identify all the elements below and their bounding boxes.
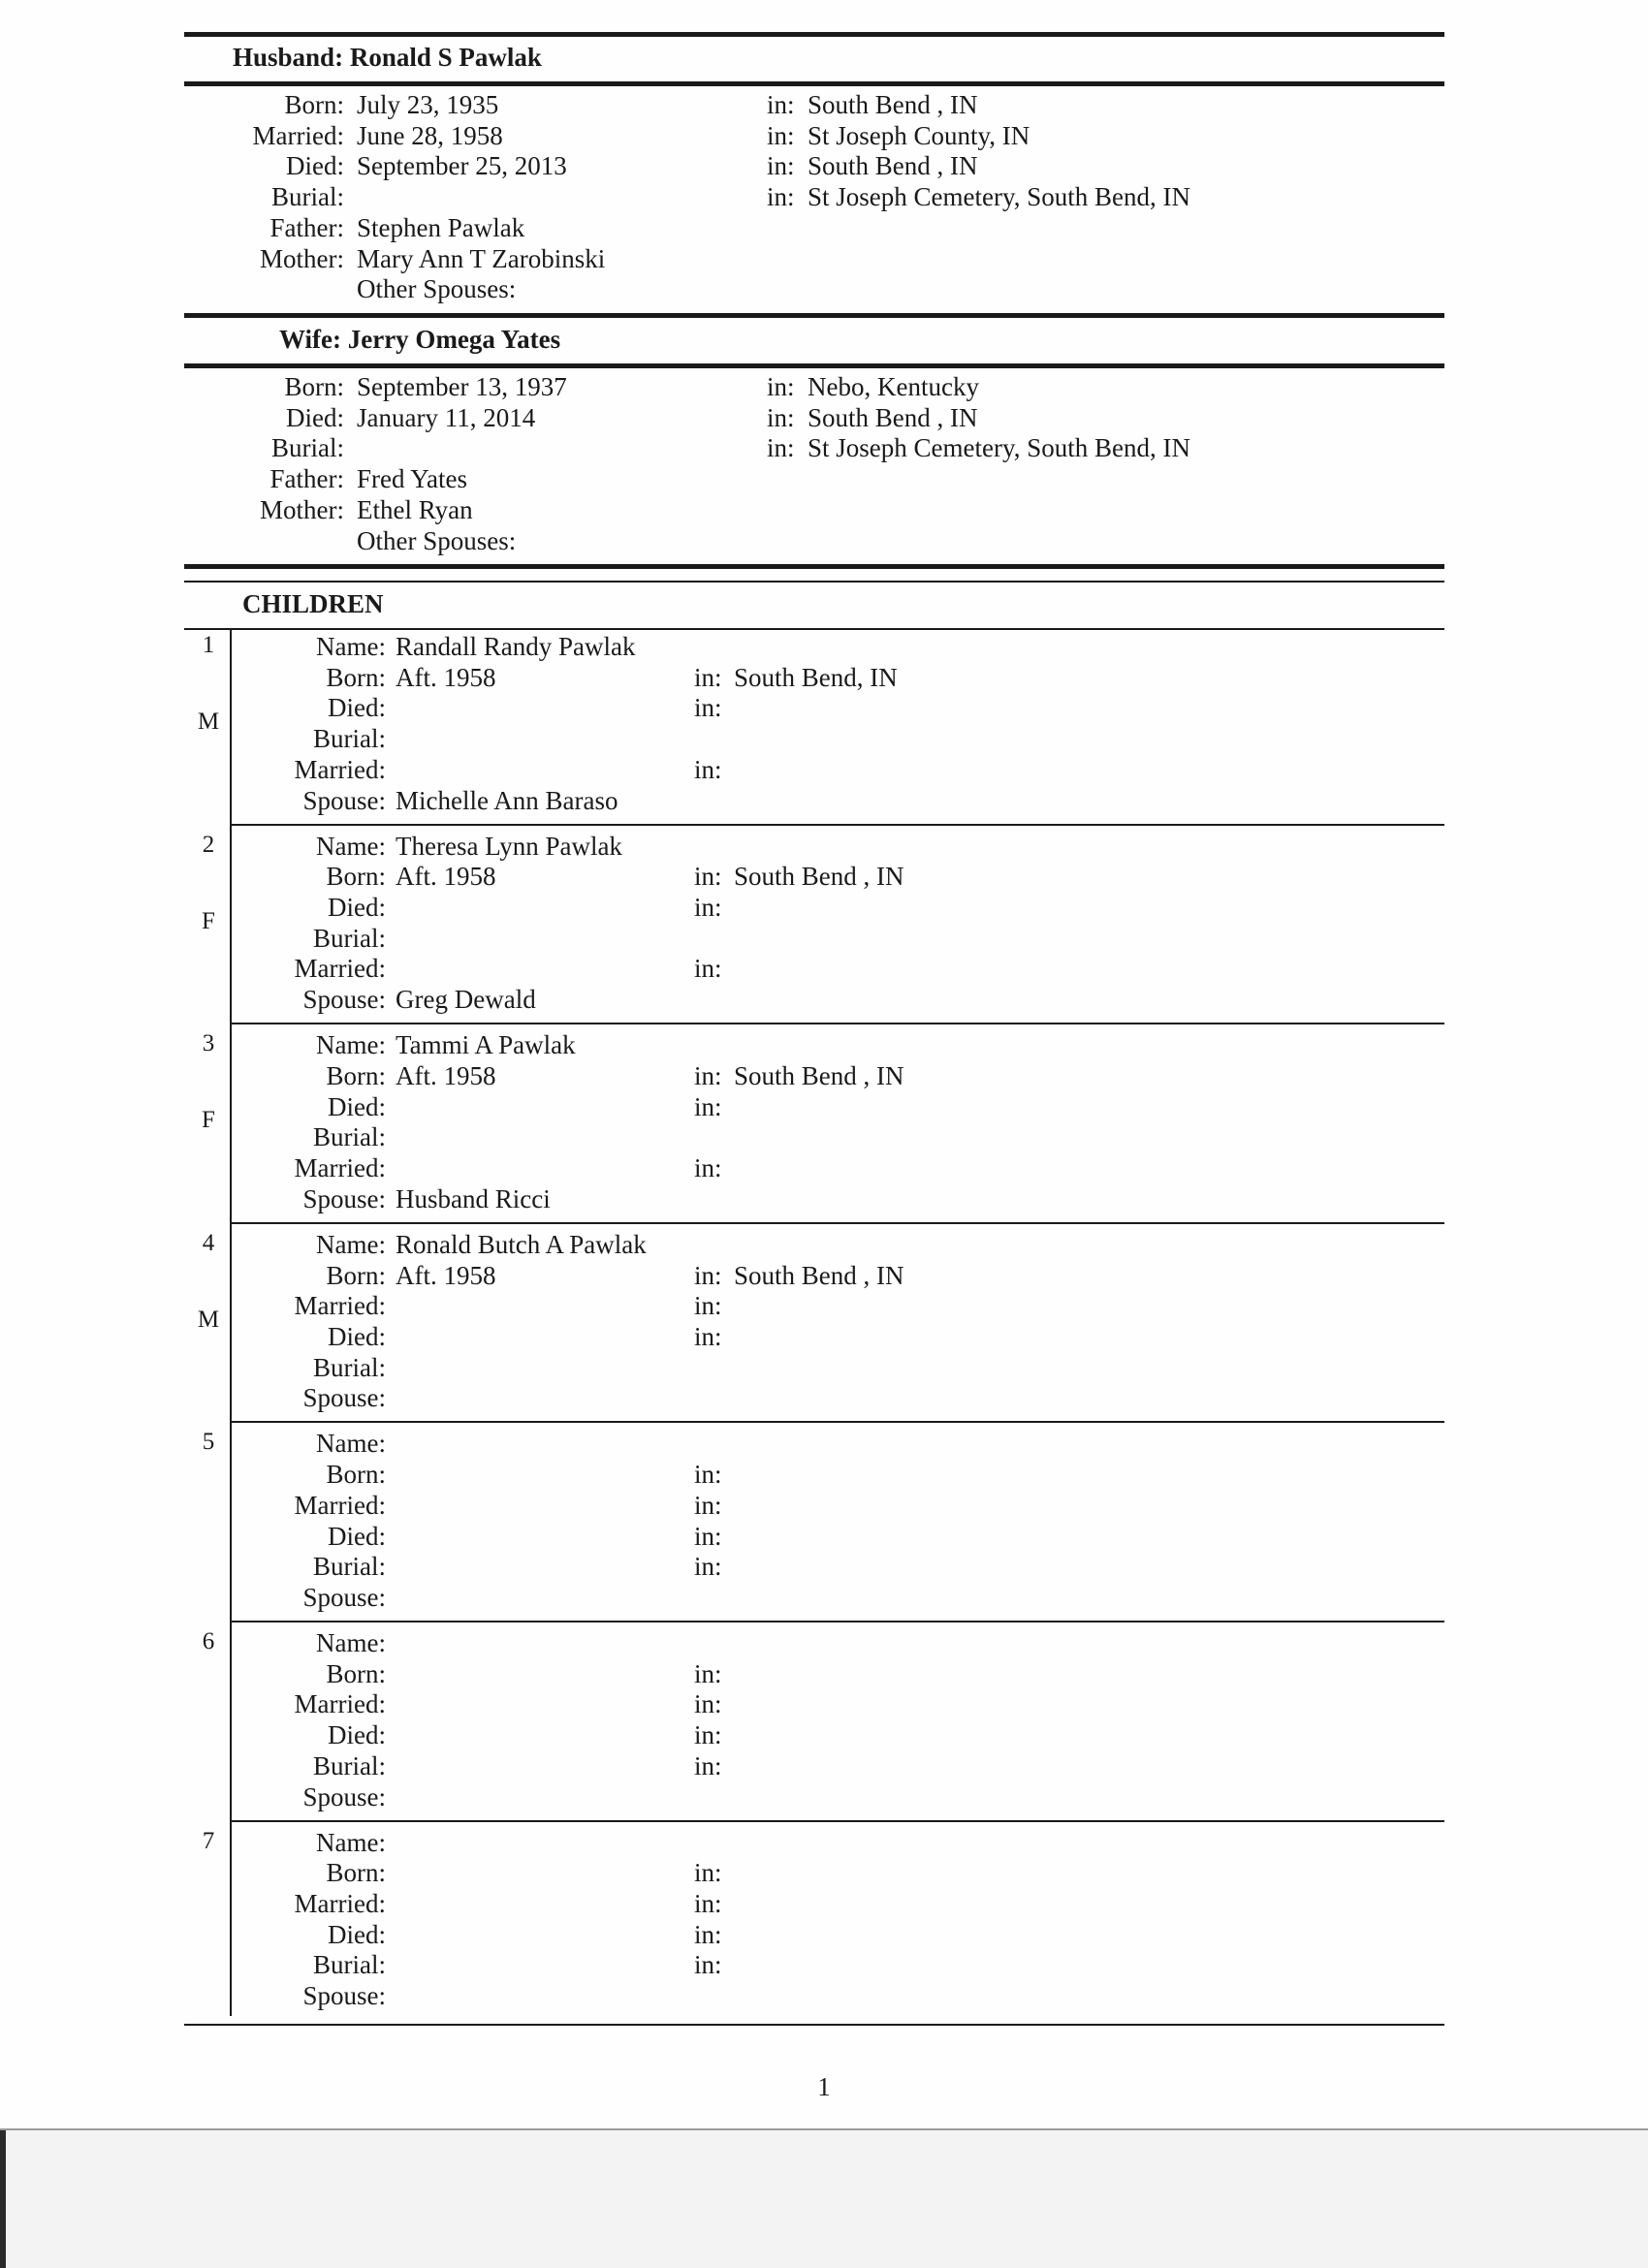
child-row-label: Died: xyxy=(328,1720,386,1750)
child-row-label: Spouse: xyxy=(302,1582,386,1612)
child-row-in-label: in: xyxy=(694,1858,722,1888)
child-separator-rule xyxy=(230,1421,1444,1423)
child-row-label: Married: xyxy=(294,954,386,984)
children-header-rule xyxy=(184,628,1444,630)
husband-row-label: Married: xyxy=(252,120,344,150)
wife-header xyxy=(279,325,560,355)
wife-row-in-label: in: xyxy=(767,372,795,401)
child-separator-rule xyxy=(230,824,1444,826)
child-number: 4 xyxy=(202,1229,215,1256)
scanner-edge-shadow xyxy=(0,2130,6,2268)
child-row-label: Married: xyxy=(294,754,386,784)
child-row-label: Burial: xyxy=(313,724,386,754)
child-row-value: Greg Dewald xyxy=(396,985,536,1015)
child-row-place: South Bend, IN xyxy=(734,662,898,692)
child-row-in-label: in: xyxy=(694,1260,722,1290)
child-row-label: Name: xyxy=(316,1628,386,1657)
child-row-label: Burial: xyxy=(313,1750,386,1780)
child-number: 2 xyxy=(202,831,215,858)
child-row-label: Burial: xyxy=(313,1552,386,1582)
top-rule xyxy=(184,32,1444,37)
wife-row-place: South Bend , IN xyxy=(808,402,978,432)
child-row-label: Married: xyxy=(294,1490,386,1520)
husband-row-value: July 23, 1935 xyxy=(357,90,499,119)
child-row-label: Died: xyxy=(328,1091,386,1121)
child-row-label: Born: xyxy=(326,1858,386,1888)
wife-top-rule xyxy=(184,313,1444,318)
child-row-label: Married: xyxy=(294,1291,386,1321)
husband-row-in-label: in: xyxy=(767,182,795,212)
husband-header xyxy=(233,43,542,73)
wife-header-label: Wife: xyxy=(279,325,341,354)
husband-row-value: Mary Ann T Zarobinski xyxy=(357,243,606,273)
child-row-label: Born: xyxy=(326,1260,386,1290)
child-row-in-label: in: xyxy=(694,1658,722,1688)
child-row-label: Died: xyxy=(328,1321,386,1351)
wife-row-label: Father: xyxy=(269,464,344,494)
husband-row-place: South Bend , IN xyxy=(808,90,978,119)
scanner-bed-edge xyxy=(0,2128,1648,2268)
husband-header-rule xyxy=(184,81,1444,86)
child-sex: M xyxy=(197,709,220,735)
husband-row-value: September 25, 2013 xyxy=(357,151,567,181)
children-top-rule-thin xyxy=(184,581,1444,583)
child-row-label: Burial: xyxy=(313,1950,386,1980)
husband-row-label: Mother: xyxy=(260,243,344,273)
wife-name: Jerry Omega Yates xyxy=(347,325,561,354)
husband-row-in-label: in: xyxy=(767,90,795,119)
child-row-label: Spouse: xyxy=(302,1383,386,1413)
child-row-label: Spouse: xyxy=(302,785,386,815)
husband-header-label: Husband: xyxy=(233,43,344,72)
child-row-in-label: in: xyxy=(694,1321,722,1351)
wife-row-place: St Joseph Cemetery, South Bend, IN xyxy=(808,433,1190,463)
child-row-place: South Bend , IN xyxy=(734,862,904,892)
child-sex: M xyxy=(197,1306,220,1333)
husband-row-label: Died: xyxy=(286,151,344,181)
child-row-in-label: in: xyxy=(694,1720,722,1750)
child-row-in-label: in: xyxy=(694,693,722,723)
wife-header-rule xyxy=(184,363,1444,368)
child-number: 6 xyxy=(202,1628,215,1654)
child-row-label: Name: xyxy=(316,1827,386,1857)
husband-row-value: Other Spouses: xyxy=(357,274,517,304)
child-row-label: Born: xyxy=(326,662,386,692)
wife-row-label: Mother: xyxy=(260,494,344,524)
husband-row-label: Burial: xyxy=(271,182,344,212)
child-row-place: South Bend , IN xyxy=(734,1060,904,1090)
children-bottom-rule xyxy=(184,2024,1444,2026)
child-row-label: Spouse: xyxy=(302,985,386,1015)
child-number: 7 xyxy=(202,1827,215,1854)
child-separator-rule xyxy=(230,1621,1444,1622)
child-number: 1 xyxy=(202,632,215,658)
child-row-value: Randall Randy Pawlak xyxy=(396,632,636,661)
wife-row-value: Ethel Ryan xyxy=(357,494,473,524)
husband-row-in-label: in: xyxy=(767,120,795,150)
child-row-label: Born: xyxy=(326,1460,386,1490)
husband-row-label: Father: xyxy=(269,212,344,242)
child-row-value: Michelle Ann Baraso xyxy=(396,785,618,815)
husband-row-value: June 28, 1958 xyxy=(357,120,503,150)
child-row-value: Tammi A Pawlak xyxy=(396,1030,576,1060)
wife-row-value: Fred Yates xyxy=(357,464,468,494)
child-row-in-label: in: xyxy=(694,1521,722,1551)
wife-row-in-label: in: xyxy=(767,433,795,463)
child-row-label: Died: xyxy=(328,893,386,922)
child-row-in-label: in: xyxy=(694,1889,722,1918)
child-row-in-label: in: xyxy=(694,662,722,692)
child-row-label: Married: xyxy=(294,1889,386,1918)
child-row-in-label: in: xyxy=(694,954,722,984)
child-row-label: Spouse: xyxy=(302,1981,386,2011)
child-row-label: Burial: xyxy=(313,1122,386,1152)
child-row-value: Ronald Butch A Pawlak xyxy=(396,1229,647,1259)
child-row-in-label: in: xyxy=(694,862,722,892)
wife-row-place: Nebo, Kentucky xyxy=(808,372,979,401)
child-row-in-label: in: xyxy=(694,1919,722,1949)
husband-row-label: Born: xyxy=(284,90,344,119)
child-row-in-label: in: xyxy=(694,1689,722,1719)
child-row-label: Died: xyxy=(328,693,386,723)
husband-row-place: St Joseph County, IN xyxy=(808,120,1030,150)
wife-row-label: Born: xyxy=(284,372,344,401)
child-row-label: Died: xyxy=(328,1521,386,1551)
child-row-place: South Bend , IN xyxy=(734,1260,904,1290)
child-row-label: Burial: xyxy=(313,1352,386,1382)
husband-row-in-label: in: xyxy=(767,151,795,181)
child-number: 3 xyxy=(202,1030,215,1057)
child-row-in-label: in: xyxy=(694,1552,722,1582)
child-sex: F xyxy=(202,1107,215,1134)
child-row-label: Died: xyxy=(328,1919,386,1949)
child-row-in-label: in: xyxy=(694,754,722,784)
child-row-label: Name: xyxy=(316,831,386,861)
child-separator-rule xyxy=(230,1023,1444,1024)
wife-row-label: Burial: xyxy=(271,433,344,463)
child-row-value: Aft. 1958 xyxy=(396,862,496,892)
child-row-label: Born: xyxy=(326,1060,386,1090)
husband-row-place: St Joseph Cemetery, South Bend, IN xyxy=(808,182,1190,212)
husband-row-place: South Bend , IN xyxy=(808,151,978,181)
husband-name: Ronald S Pawlak xyxy=(349,43,542,72)
child-row-in-label: in: xyxy=(694,893,722,922)
child-row-in-label: in: xyxy=(694,1490,722,1520)
child-row-in-label: in: xyxy=(694,1950,722,1980)
child-row-label: Name: xyxy=(316,1429,386,1459)
wife-row-label: Died: xyxy=(286,402,344,432)
child-row-value: Aft. 1958 xyxy=(396,1060,496,1090)
wife-row-in-label: in: xyxy=(767,402,795,432)
husband-row-value: Stephen Pawlak xyxy=(357,212,525,242)
child-row-label: Born: xyxy=(326,862,386,892)
child-row-value: Aft. 1958 xyxy=(396,1260,496,1290)
wife-row-value: Other Spouses: xyxy=(357,525,517,555)
child-row-value: Aft. 1958 xyxy=(396,662,496,692)
child-row-label: Name: xyxy=(316,1229,386,1259)
child-row-in-label: in: xyxy=(694,1091,722,1121)
child-row-value: Theresa Lynn Pawlak xyxy=(396,831,622,861)
child-row-value: Husband Ricci xyxy=(396,1183,551,1213)
child-row-in-label: in: xyxy=(694,1750,722,1780)
child-row-label: Spouse: xyxy=(302,1781,386,1811)
children-top-rule xyxy=(184,564,1444,569)
page-number: 1 xyxy=(817,2072,831,2101)
child-row-label: Spouse: xyxy=(302,1183,386,1213)
child-row-in-label: in: xyxy=(694,1153,722,1182)
child-separator-rule xyxy=(230,1820,1444,1822)
child-sex: F xyxy=(202,907,215,934)
child-row-in-label: in: xyxy=(694,1291,722,1321)
child-row-in-label: in: xyxy=(694,1060,722,1090)
child-row-label: Born: xyxy=(326,1658,386,1688)
wife-row-value: September 13, 1937 xyxy=(357,372,567,401)
child-separator-rule xyxy=(230,1222,1444,1224)
child-row-label: Married: xyxy=(294,1689,386,1719)
child-row-label: Burial: xyxy=(313,923,386,953)
child-row-label: Name: xyxy=(316,632,386,661)
child-number: 5 xyxy=(202,1429,215,1456)
child-row-label: Married: xyxy=(294,1153,386,1182)
child-row-in-label: in: xyxy=(694,1460,722,1490)
wife-row-value: January 11, 2014 xyxy=(357,402,536,432)
child-row-label: Name: xyxy=(316,1030,386,1060)
children-header: CHILDREN xyxy=(242,589,384,618)
